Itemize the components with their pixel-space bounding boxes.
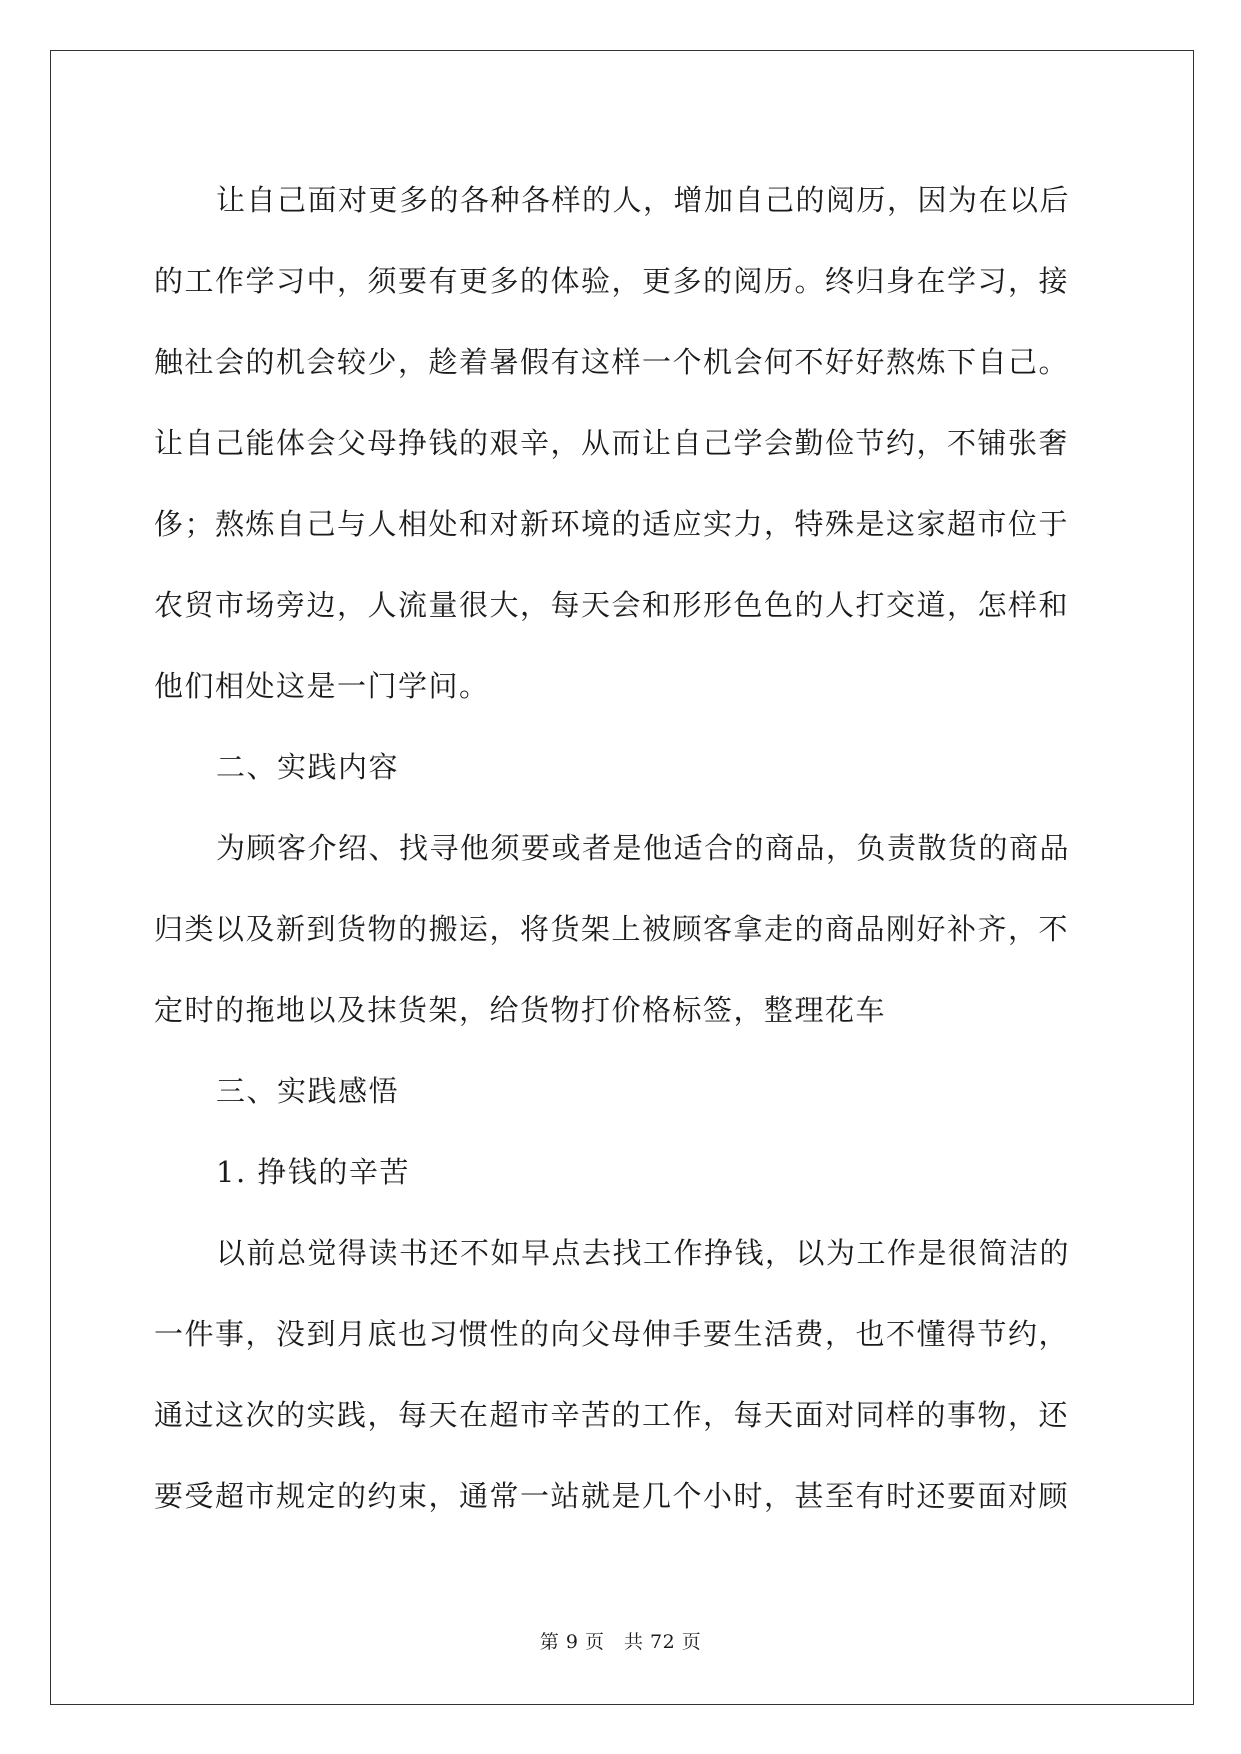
text-line: 侈；熬炼自己与人相处和对新环境的适应实力，特殊是这家超市位于 xyxy=(154,507,1070,541)
text-line: 农贸市场旁边，人流量很大，每天会和形形色色的人打交道，怎样和 xyxy=(154,588,1070,622)
section-heading: 二、实践内容 xyxy=(216,750,400,784)
text-line: 要受超市规定的约束，通常一站就是几个小时，甚至有时还要面对顾 xyxy=(154,1479,1070,1513)
text-line: 触社会的机会较少，趁着暑假有这样一个机会何不好好熬炼下自己。 xyxy=(154,345,1070,379)
text-line: 一件事，没到月底也习惯性的向父母伸手要生活费，也不懂得节约， xyxy=(154,1317,1070,1351)
section-heading: 三、实践感悟 xyxy=(216,1074,400,1108)
text-line: 让自己面对更多的各种各样的人，增加自己的阅历，因为在以后 xyxy=(216,183,1071,217)
text-line: 定时的拖地以及抹货架，给货物打价格标签，整理花车 xyxy=(154,993,887,1027)
document-body xyxy=(154,160,1089,1537)
text-line: 通过这次的实践，每天在超市辛苦的工作，每天面对同样的事物，还 xyxy=(154,1398,1070,1432)
text-line: 的工作学习中，须要有更多的体验，更多的阅历。终归身在学习，接 xyxy=(154,264,1070,298)
page-number-footer: 第 9 页 共 72 页 xyxy=(539,1631,702,1653)
subsection-heading: 1. 挣钱的辛苦 xyxy=(216,1155,410,1189)
text-line: 让自己能体会父母挣钱的艰辛，从而让自己学会勤俭节约，不铺张奢 xyxy=(154,426,1070,460)
body-text xyxy=(154,160,1089,1537)
text-line: 为顾客介绍、找寻他须要或者是他适合的商品，负责散货的商品 xyxy=(216,831,1071,865)
text-line: 他们相处这是一门学问。 xyxy=(154,669,490,703)
text-line: 以前总觉得读书还不如早点去找工作挣钱，以为工作是很简洁的 xyxy=(216,1236,1071,1270)
text-line: 归类以及新到货物的搬运，将货架上被顾客拿走的商品刚好补齐，不 xyxy=(154,912,1070,946)
